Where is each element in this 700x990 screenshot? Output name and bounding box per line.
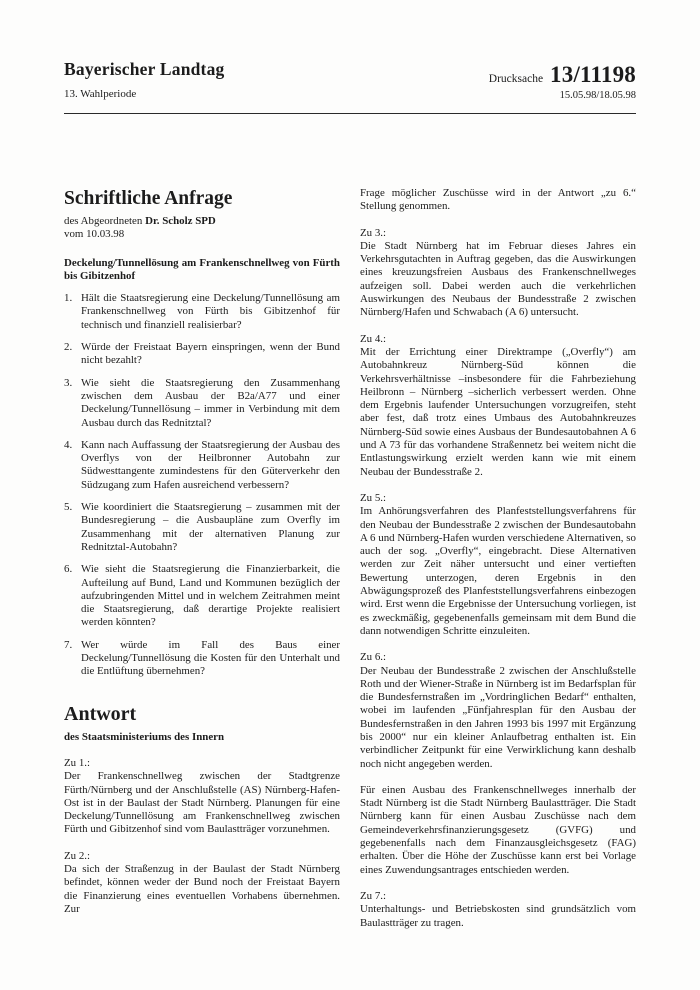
section-paragraph: Der Frankenschnellweg zwischen der Stadtgrenze Fürth/Nürnberg und der Anschlußstelle (AS) Nürnberg-Hafen-Ost ist in der Baulast der Stadt Nürnberg. Planungen für eine Deckelung/Tunnellösung am Frankenschnellweg zwischen Fürth und Gibitzenhof sind vom Baulastträger vorzunehmen. xyxy=(64,770,340,836)
answer-section xyxy=(360,227,636,320)
header-right xyxy=(489,62,636,101)
question-number: 5. xyxy=(64,501,73,514)
doc-dates: 15.05.98/18.05.98 xyxy=(559,90,636,101)
document-body xyxy=(64,187,636,930)
section-label: Zu 4.: xyxy=(360,332,387,345)
question-number: 2. xyxy=(64,341,73,354)
question-item xyxy=(64,292,340,332)
org-title: Bayerischer Landtag xyxy=(64,59,225,79)
question-number: 1. xyxy=(64,292,73,305)
inquiry-title: Schriftliche Anfrage xyxy=(64,188,233,209)
question-item xyxy=(64,439,340,492)
left-column xyxy=(64,187,340,930)
answer-subtitle: des Staatsministeriums des Innern xyxy=(64,730,225,743)
section-paragraph: Die Stadt Nürnberg hat im Februar dieses Jahres ein Verkehrsgutachten in Auftrag gegeben, das die Auswirkungen eines kreuzungsfreien Ausbaus des Frankenschnellweges aufzeigen soll. Dabei werden auch die verkehrlichen Auswirkungen des Neubaus der Bundesstraße 2 zwischen Nürnberg/Hafen und Schwabach (A 6) untersucht. xyxy=(360,239,636,319)
section-label: Zu 3.: xyxy=(360,226,387,239)
section-label: Zu 5.: xyxy=(360,491,387,504)
question-item xyxy=(64,639,340,679)
answer-section xyxy=(360,333,636,479)
question-item xyxy=(64,501,340,554)
document-header xyxy=(64,58,636,101)
question-text: Kann nach Auffassung der Staatsregierung der Ausbau des Overflys von der Heilbronner Autobahn zur Südwesttangente zumindestens für den Güterverkehr den Südzugang zum Hafen ausreichend verbessern? xyxy=(81,438,340,491)
section-label: Zu 6.: xyxy=(360,651,387,664)
question-number: 6. xyxy=(64,563,73,576)
section-paragraph: Unterhaltungs- und Betriebskosten sind grundsätzlich vom Baulastträger zu tragen. xyxy=(360,903,636,929)
section-paragraph: Für einen Ausbau des Frankenschnellweges innerhalb der Stadt Nürnberg ist die Stadt Nürnberg Baulastträger. Die Stadt Nürnberg kann für einen Ausbau Zuschüsse nach dem Gemeindeverkehrsfinanzierungsgesetz (GVFG) und gegebenenfalls nach dem Finanzausgleichsgesetz (FAG) erhalten. Über die Höhe der Zuschüsse kann erst bei Vorlage eines Zuwendungsantrages entschieden werden. xyxy=(360,783,636,876)
question-item xyxy=(64,563,340,629)
byline-prefix: des Abgeordneten xyxy=(64,215,143,227)
question-text: Wer würde im Fall des Baus einer Deckelung/Tunnellösung die Kosten für den Unterhalt und die Entlüftung übernehmen? xyxy=(81,638,340,678)
right-column xyxy=(360,187,636,930)
header-left xyxy=(64,58,225,101)
doc-type-label: Drucksache xyxy=(488,73,544,85)
question-list xyxy=(64,292,340,678)
question-number: 3. xyxy=(64,376,73,389)
header-rule xyxy=(64,113,636,114)
section-paragraph: Der Neubau der Bundesstraße 2 zwischen der Anschlußstelle Roth und der Wiener-Straße in Nürnberg ist im Bedarfsplan für die Bundesfernstraßen im „Vordringlichen Bedarf“ enthalten, wobei im laufenden „Fünfjahresplan für den Ausbau der Bundesfernstraßen in den Jahren 1993 bis 1997 mit Ergänzung bis 2000“ nur ein kleiner Anlaufbetrag enthalten ist. Ein verbindlicher Zeitpunkt für eine Verwirklichung kann deshalb noch nicht angegeben werden. xyxy=(360,664,636,770)
byline-date: vom 10.03.98 xyxy=(64,228,125,241)
inquiry-byline xyxy=(64,215,340,228)
byline-author: Dr. Scholz SPD xyxy=(145,215,216,227)
question-number: 7. xyxy=(64,638,73,651)
legislative-period: 13. Wahlperiode xyxy=(64,88,137,100)
inquiry-subject: Deckelung/Tunnellösung am Frankenschnellweg von Fürth bis Gibitzenhof xyxy=(64,256,340,282)
answer-section xyxy=(64,850,340,916)
question-text: Hält die Staatsregierung eine Deckelung/Tunnellösung am Frankenschnellweg von Fürth bis Gibitzenhof für technisch und finanziell realisierbar? xyxy=(81,292,340,331)
question-item xyxy=(64,341,340,368)
section-label: Zu 1.: xyxy=(64,756,91,769)
answer-section xyxy=(360,651,636,877)
section-label: Zu 2.: xyxy=(64,849,91,862)
section-paragraph: Mit der Errichtung einer Direktrampe („Overfly“) am Autobahnkreuz Nürnberg-Süd können die Verkehrsverhältnisse –insbesondere für die Fahrbeziehung Heilbronn – Nürnberg –sicherlich verbessert werden. Ohne dem Ergebnis laufender Untersuchungen vorzugreifen, steht aber fest, daß trotz eines Umbaus des Autobahnkreuzes Nürnberg-Süd sowie eines Ausbaus der Bundesautobahnen A 6 und A 73 für das vorhandene Straßennetz bei weitem nicht die Entlastungswirkung erzielt werden kann wie mit einem Neubau der Bundesstraße 2. xyxy=(360,345,636,478)
continuation-paragraph: Frage möglicher Zuschüsse wird in der Antwort „zu 6.“ Stellung genommen. xyxy=(360,187,636,213)
section-paragraph: Da sich der Straßenzug in der Baulast der Stadt Nürnberg befindet, können weder der Bund noch der Freistaat Bayern die Finanzierung eines eventuellen Vorhabens übernehmen. Zur xyxy=(64,862,340,915)
question-text: Wie koordiniert die Staatsregierung – zusammen mit der Bundesregierung – die Ausbaupläne zum Overfly im Zusammenhang mit der alternativen Planung zur Rednitztal-Autobahn? xyxy=(81,501,340,553)
answer-section xyxy=(360,890,636,930)
section-label: Zu 7.: xyxy=(360,889,387,902)
answer-section xyxy=(360,492,636,638)
question-text: Wie sieht die Staatsregierung die Finanzierbarkeit, die Aufteilung auf Bund, Land und Kommunen bezüglich der aufzubringenden Mittel und in welchem Zeitrahmen meint die Staatsregierung, daß derartige Projekte realisiert werden könnten? xyxy=(81,563,340,629)
question-text: Wie sieht die Staatsregierung den Zusammenhang zwischen dem Ausbau der B2a/A77 und einer Deckelung/Tunnellösung – immer in Verbindung mit dem Ausbau durch das Rednitztal? xyxy=(81,376,340,429)
question-number: 4. xyxy=(64,438,73,451)
answer-title: Antwort xyxy=(64,702,137,725)
section-paragraph: Im Anhörungsverfahren des Planfeststellungsverfahrens für den Neubau der Bundesstraße 2 zwischen der Bundesautobahn A 6 und Nürnberg-Hafen wurden verschiedene Alternativen, so auch der sog. „Overfly“, eingebracht. Diese Alternativen werden zur Zeit näher untersucht und einer vertieften Bewertung unterzogen, deren Ergebnis in den Abwägungsprozeß des Planfeststellungsverfahrens einbezogen wird. Erst wenn die Ergebnisse der Untersuchung vorliegen, ist es zweckmäßig, gegebenenfalls gemeinsam mit dem Bund die dann notwendigen Schritte einzuleiten. xyxy=(360,505,636,637)
question-item xyxy=(64,377,340,430)
question-text: Würde der Freistaat Bayern einspringen, wenn der Bund nicht bezahlt? xyxy=(81,341,340,367)
answer-section xyxy=(64,757,340,837)
doc-number-line xyxy=(489,62,636,88)
doc-number: 13/11198 xyxy=(550,62,636,87)
